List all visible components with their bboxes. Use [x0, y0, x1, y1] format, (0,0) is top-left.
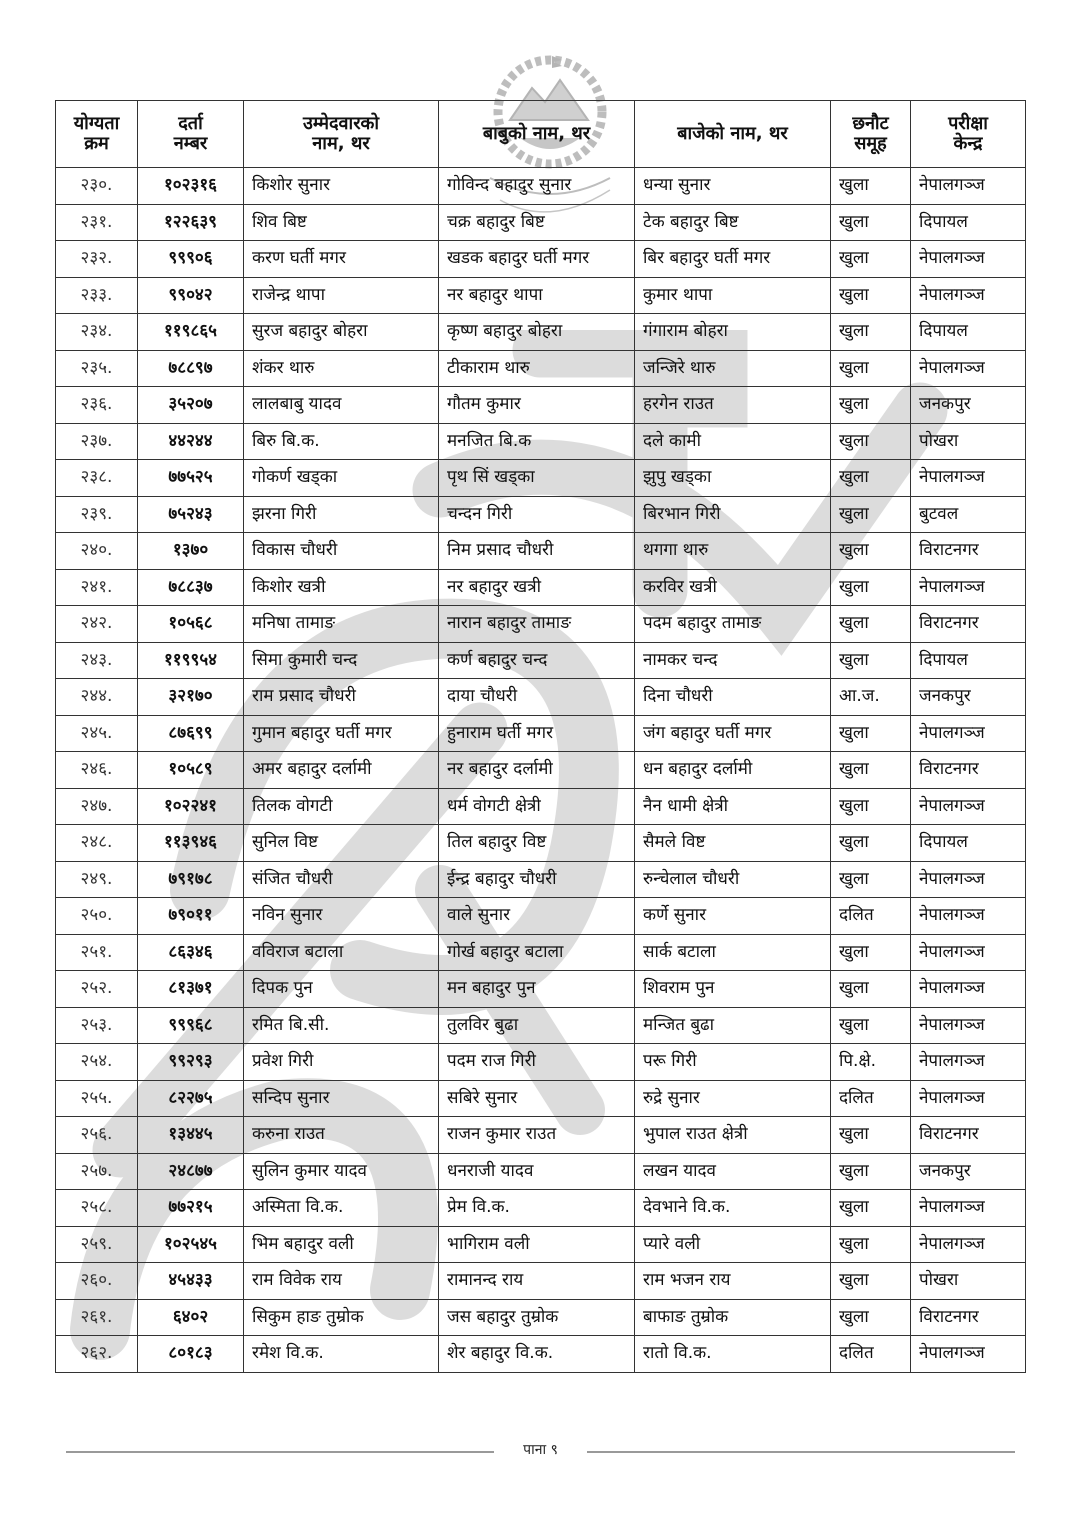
cell-registration-number: ८१३७१	[138, 971, 244, 1008]
cell-grandfather-name: दिना चौधरी	[635, 679, 831, 716]
cell-exam-center: विराटनगर	[911, 1117, 1026, 1154]
cell-grandfather-name: रुन्चेलाल चौधरी	[635, 861, 831, 898]
cell-registration-number: ८०१८३	[138, 1336, 244, 1373]
cell-father-name: नारान बहादुर तामाङ	[439, 606, 635, 643]
cell-exam-center: नेपालगञ्ज	[911, 241, 1026, 278]
cell-rank: २५७.	[56, 1153, 138, 1190]
cell-candidate-name: करुना राउत	[244, 1117, 439, 1154]
cell-candidate-name: शिव बिष्ट	[244, 204, 439, 241]
cell-rank: २६०.	[56, 1263, 138, 1300]
table-row	[56, 277, 1026, 314]
cell-father-name: तुलविर बुढा	[439, 1007, 635, 1044]
cell-father-name: ईन्द्र बहादुर चौधरी	[439, 861, 635, 898]
cell-exam-center: नेपालगञ्ज	[911, 1080, 1026, 1117]
cell-father-name: नर बहादुर खत्री	[439, 569, 635, 606]
header-reg	[138, 101, 244, 168]
cell-selection-group: दलित	[831, 898, 911, 935]
cell-candidate-name: सिकुम हाङ तुम्रोक	[244, 1299, 439, 1336]
table-row	[56, 460, 1026, 497]
cell-grandfather-name: भुपाल राउत क्षेत्री	[635, 1117, 831, 1154]
cell-candidate-name: सुरज बहादुर बोहरा	[244, 314, 439, 351]
cell-candidate-name: नविन सुनार	[244, 898, 439, 935]
cell-grandfather-name: झुपु खड्का	[635, 460, 831, 497]
cell-exam-center: दिपायल	[911, 825, 1026, 862]
cell-rank: २३४.	[56, 314, 138, 351]
cell-grandfather-name: टेक बहादुर बिष्ट	[635, 204, 831, 241]
cell-grandfather-name: जंग बहादुर घर्ती मगर	[635, 715, 831, 752]
cell-rank: २६२.	[56, 1336, 138, 1373]
cell-registration-number: १२२६३९	[138, 204, 244, 241]
cell-candidate-name: तिलक वोगटी	[244, 788, 439, 825]
cell-exam-center: नेपालगञ्ज	[911, 1044, 1026, 1081]
cell-exam-center: नेपालगञ्ज	[911, 168, 1026, 205]
cell-exam-center: जनकपुर	[911, 387, 1026, 424]
header-center-line2: केन्द्र	[953, 133, 983, 154]
cell-grandfather-name: शिवराम पुन	[635, 971, 831, 1008]
cell-rank: २४०.	[56, 533, 138, 570]
cell-registration-number: ४५४३३	[138, 1263, 244, 1300]
cell-father-name: कृष्ण बहादुर बोहरा	[439, 314, 635, 351]
header-name-line2: नाम, थर	[312, 133, 370, 154]
cell-rank: २४२.	[56, 606, 138, 643]
cell-candidate-name: राजेन्द्र थापा	[244, 277, 439, 314]
cell-selection-group: खुला	[831, 1299, 911, 1336]
cell-registration-number: ९९०४२	[138, 277, 244, 314]
table-row	[56, 1007, 1026, 1044]
table-row	[56, 934, 1026, 971]
cell-candidate-name: करण घर्ती मगर	[244, 241, 439, 278]
cell-candidate-name: राम विवेक राय	[244, 1263, 439, 1300]
cell-candidate-name: अमर बहादुर दर्लामी	[244, 752, 439, 789]
cell-selection-group: खुला	[831, 1153, 911, 1190]
header-group	[831, 101, 911, 168]
table-header-row	[56, 101, 1026, 168]
cell-selection-group: खुला	[831, 715, 911, 752]
cell-exam-center: विराटनगर	[911, 1299, 1026, 1336]
cell-candidate-name: लालबाबु यादव	[244, 387, 439, 424]
cell-registration-number: १३७०	[138, 533, 244, 570]
header-name	[244, 101, 439, 168]
cell-father-name: निम प्रसाद चौधरी	[439, 533, 635, 570]
cell-registration-number: १०५८९	[138, 752, 244, 789]
cell-father-name: जस बहादुर तुम्रोक	[439, 1299, 635, 1336]
cell-selection-group: खुला	[831, 788, 911, 825]
table-row	[56, 533, 1026, 570]
cell-grandfather-name: जन्जिरे थारु	[635, 350, 831, 387]
cell-grandfather-name: रुद्रे सुनार	[635, 1080, 831, 1117]
cell-registration-number: ९९९६८	[138, 1007, 244, 1044]
cell-selection-group: खुला	[831, 496, 911, 533]
table-row	[56, 314, 1026, 351]
cell-father-name: हुनाराम घर्ती मगर	[439, 715, 635, 752]
page-number: पाना ९	[523, 1442, 558, 1458]
table-row	[56, 1299, 1026, 1336]
cell-rank: २५३.	[56, 1007, 138, 1044]
header-name-line1: उम्मेदवारको	[302, 113, 380, 135]
cell-registration-number: ९९९०६	[138, 241, 244, 278]
cell-father-name: धनराजी यादव	[439, 1153, 635, 1190]
cell-candidate-name: राम प्रसाद चौधरी	[244, 679, 439, 716]
cell-candidate-name: सिमा कुमारी चन्द	[244, 642, 439, 679]
cell-father-name: कर्ण बहादुर चन्द	[439, 642, 635, 679]
cell-father-name: टीकाराम थारु	[439, 350, 635, 387]
cell-candidate-name: मनिषा तामाङ	[244, 606, 439, 643]
cell-candidate-name: दिपक पुन	[244, 971, 439, 1008]
cell-exam-center: नेपालगञ्ज	[911, 277, 1026, 314]
cell-candidate-name: शंकर थारु	[244, 350, 439, 387]
cell-grandfather-name: बाफाङ तुम्रोक	[635, 1299, 831, 1336]
cell-grandfather-name: धन्या सुनार	[635, 168, 831, 205]
cell-rank: २४९.	[56, 861, 138, 898]
table-row	[56, 168, 1026, 205]
cell-exam-center: विराटनगर	[911, 752, 1026, 789]
table-row	[56, 1117, 1026, 1154]
cell-selection-group: खुला	[831, 642, 911, 679]
cell-rank: २४७.	[56, 788, 138, 825]
cell-exam-center: नेपालगञ्ज	[911, 1226, 1026, 1263]
cell-grandfather-name: बिर बहादुर घर्ती मगर	[635, 241, 831, 278]
cell-exam-center: नेपालगञ्ज	[911, 460, 1026, 497]
cell-grandfather-name: मन्जित बुढा	[635, 1007, 831, 1044]
cell-father-name: गौतम कुमार	[439, 387, 635, 424]
cell-candidate-name: किशोर खत्री	[244, 569, 439, 606]
cell-selection-group: खुला	[831, 934, 911, 971]
cell-rank: २३९.	[56, 496, 138, 533]
cell-father-name: गोर्ख बहादुर बटाला	[439, 934, 635, 971]
results-table	[55, 100, 1026, 1373]
cell-registration-number: १०५६८	[138, 606, 244, 643]
table-row	[56, 569, 1026, 606]
cell-selection-group: खुला	[831, 460, 911, 497]
cell-registration-number: २४८७७	[138, 1153, 244, 1190]
cell-candidate-name: संजित चौधरी	[244, 861, 439, 898]
cell-exam-center: नेपालगञ्ज	[911, 1336, 1026, 1373]
cell-rank: २३१.	[56, 204, 138, 241]
cell-rank: २४१.	[56, 569, 138, 606]
cell-candidate-name: झरना गिरी	[244, 496, 439, 533]
cell-registration-number: ९९२९३	[138, 1044, 244, 1081]
table-row	[56, 971, 1026, 1008]
cell-grandfather-name: दले कामी	[635, 423, 831, 460]
cell-selection-group: खुला	[831, 423, 911, 460]
table-row	[56, 241, 1026, 278]
cell-registration-number: १०२२४१	[138, 788, 244, 825]
cell-rank: २५५.	[56, 1080, 138, 1117]
cell-candidate-name: अस्मिता वि.क.	[244, 1190, 439, 1227]
cell-rank: २५६.	[56, 1117, 138, 1154]
cell-candidate-name: किशोर सुनार	[244, 168, 439, 205]
cell-grandfather-name: नैन धामी क्षेत्री	[635, 788, 831, 825]
cell-exam-center: नेपालगञ्ज	[911, 934, 1026, 971]
table-row	[56, 642, 1026, 679]
cell-grandfather-name: परू गिरी	[635, 1044, 831, 1081]
cell-rank: २४३.	[56, 642, 138, 679]
cell-rank: २४४.	[56, 679, 138, 716]
cell-grandfather-name: रातो वि.क.	[635, 1336, 831, 1373]
cell-exam-center: नेपालगञ्ज	[911, 971, 1026, 1008]
table-row	[56, 861, 1026, 898]
cell-exam-center: विराटनगर	[911, 606, 1026, 643]
cell-registration-number: ७९०११	[138, 898, 244, 935]
cell-grandfather-name: हरगेन राउत	[635, 387, 831, 424]
cell-exam-center: दिपायल	[911, 204, 1026, 241]
cell-candidate-name: गुमान बहादुर घर्ती मगर	[244, 715, 439, 752]
cell-candidate-name: रमेश वि.क.	[244, 1336, 439, 1373]
cell-father-name: शेर बहादुर वि.क.	[439, 1336, 635, 1373]
cell-rank: २३०.	[56, 168, 138, 205]
cell-exam-center: नेपालगञ्ज	[911, 715, 1026, 752]
cell-rank: २४५.	[56, 715, 138, 752]
cell-grandfather-name: लखन यादव	[635, 1153, 831, 1190]
cell-exam-center: जनकपुर	[911, 679, 1026, 716]
cell-grandfather-name: धन बहादुर दर्लामी	[635, 752, 831, 789]
cell-selection-group: खुला	[831, 1190, 911, 1227]
cell-selection-group: खुला	[831, 752, 911, 789]
table-row	[56, 423, 1026, 460]
table-row	[56, 1226, 1026, 1263]
header-rank-line2: क्रम	[84, 133, 109, 154]
header-group-line1: छनौट	[852, 113, 889, 135]
cell-registration-number: ८६३४६	[138, 934, 244, 971]
cell-father-name: दाया चौधरी	[439, 679, 635, 716]
header-grandfather: बाजेको नाम, थर	[635, 101, 831, 168]
cell-rank: २५०.	[56, 898, 138, 935]
cell-exam-center: नेपालगञ्ज	[911, 569, 1026, 606]
cell-exam-center: नेपालगञ्ज	[911, 788, 1026, 825]
header-reg-line1: दर्ता	[178, 113, 203, 135]
cell-father-name: मनजित बि.क	[439, 423, 635, 460]
cell-grandfather-name: बिरभान गिरी	[635, 496, 831, 533]
cell-registration-number: ११९९५४	[138, 642, 244, 679]
table-row	[56, 204, 1026, 241]
cell-candidate-name: सन्दिप सुनार	[244, 1080, 439, 1117]
cell-registration-number: ३२१७०	[138, 679, 244, 716]
table-row	[56, 350, 1026, 387]
cell-registration-number: ७५२४३	[138, 496, 244, 533]
cell-registration-number: ४४२४४	[138, 423, 244, 460]
cell-selection-group: दलित	[831, 1336, 911, 1373]
cell-grandfather-name: देवभाने वि.क.	[635, 1190, 831, 1227]
cell-father-name: भागिराम वली	[439, 1226, 635, 1263]
header-center	[911, 101, 1026, 168]
table-row	[56, 752, 1026, 789]
table-row	[56, 387, 1026, 424]
table-row	[56, 1153, 1026, 1190]
cell-rank: २३२.	[56, 241, 138, 278]
cell-grandfather-name: कर्णे सुनार	[635, 898, 831, 935]
cell-selection-group: खुला	[831, 277, 911, 314]
table-row	[56, 715, 1026, 752]
cell-father-name: पृथ सिं खड्का	[439, 460, 635, 497]
cell-selection-group: खुला	[831, 350, 911, 387]
footer-divider-left	[66, 1451, 494, 1453]
cell-father-name: नर बहादुर थापा	[439, 277, 635, 314]
cell-father-name: वाले सुनार	[439, 898, 635, 935]
cell-selection-group: खुला	[831, 861, 911, 898]
cell-selection-group: खुला	[831, 168, 911, 205]
cell-rank: २५२.	[56, 971, 138, 1008]
cell-registration-number: ७७२१५	[138, 1190, 244, 1227]
cell-exam-center: नेपालगञ्ज	[911, 1190, 1026, 1227]
header-center-line1: परीक्षा	[948, 113, 988, 135]
cell-selection-group: खुला	[831, 1226, 911, 1263]
cell-selection-group: खुला	[831, 387, 911, 424]
cell-exam-center: नेपालगञ्ज	[911, 1007, 1026, 1044]
cell-father-name: चन्दन गिरी	[439, 496, 635, 533]
cell-candidate-name: भिम बहादुर वली	[244, 1226, 439, 1263]
cell-rank: २४६.	[56, 752, 138, 789]
cell-selection-group: खुला	[831, 569, 911, 606]
cell-candidate-name: प्रवेश गिरी	[244, 1044, 439, 1081]
cell-grandfather-name: पदम बहादुर तामाङ	[635, 606, 831, 643]
cell-registration-number: ८७६९९	[138, 715, 244, 752]
header-father: बाबुको नाम, थर	[439, 101, 635, 168]
table-row	[56, 1336, 1026, 1373]
table-row	[56, 606, 1026, 643]
cell-rank: २३३.	[56, 277, 138, 314]
cell-exam-center: बुटवल	[911, 496, 1026, 533]
cell-candidate-name: सुनिल विष्ट	[244, 825, 439, 862]
cell-rank: २५८.	[56, 1190, 138, 1227]
cell-father-name: प्रेम वि.क.	[439, 1190, 635, 1227]
cell-exam-center: नेपालगञ्ज	[911, 350, 1026, 387]
cell-selection-group: खुला	[831, 533, 911, 570]
cell-rank: २५९.	[56, 1226, 138, 1263]
cell-registration-number: ७७५२५	[138, 460, 244, 497]
cell-father-name: पदम राज गिरी	[439, 1044, 635, 1081]
cell-registration-number: ६४०२	[138, 1299, 244, 1336]
cell-exam-center: विराटनगर	[911, 533, 1026, 570]
cell-father-name: धर्म वोगटी क्षेत्री	[439, 788, 635, 825]
cell-grandfather-name: सार्क बटाला	[635, 934, 831, 971]
cell-father-name: राजन कुमार राउत	[439, 1117, 635, 1154]
cell-candidate-name: सुलिन कुमार यादव	[244, 1153, 439, 1190]
header-rank-line1: योग्यता	[73, 113, 120, 135]
cell-registration-number: ७८८३७	[138, 569, 244, 606]
cell-grandfather-name: राम भजन राय	[635, 1263, 831, 1300]
cell-exam-center: पोखरा	[911, 423, 1026, 460]
cell-registration-number: ३५२०७	[138, 387, 244, 424]
cell-selection-group: खुला	[831, 971, 911, 1008]
table-row	[56, 1190, 1026, 1227]
cell-grandfather-name: गंगाराम बोहरा	[635, 314, 831, 351]
table-row	[56, 1080, 1026, 1117]
cell-exam-center: नेपालगञ्ज	[911, 861, 1026, 898]
cell-candidate-name: रमित बि.सी.	[244, 1007, 439, 1044]
cell-grandfather-name: सैमले विष्ट	[635, 825, 831, 862]
cell-father-name: रामानन्द राय	[439, 1263, 635, 1300]
footer-divider-right	[587, 1451, 1015, 1453]
cell-candidate-name: वविराज बटाला	[244, 934, 439, 971]
cell-rank: २५१.	[56, 934, 138, 971]
table-row	[56, 825, 1026, 862]
cell-selection-group: खुला	[831, 241, 911, 278]
cell-rank: २३८.	[56, 460, 138, 497]
table-row	[56, 1044, 1026, 1081]
table-row	[56, 898, 1026, 935]
cell-registration-number: ११३९४६	[138, 825, 244, 862]
cell-registration-number: ८२२७५	[138, 1080, 244, 1117]
cell-father-name: चक्र बहादुर बिष्ट	[439, 204, 635, 241]
cell-registration-number: १३४४५	[138, 1117, 244, 1154]
table-row	[56, 788, 1026, 825]
cell-grandfather-name: कुमार थापा	[635, 277, 831, 314]
cell-father-name: मन बहादुर पुन	[439, 971, 635, 1008]
cell-exam-center: नेपालगञ्ज	[911, 898, 1026, 935]
cell-registration-number: ७९१७८	[138, 861, 244, 898]
cell-exam-center: जनकपुर	[911, 1153, 1026, 1190]
cell-registration-number: ७८८९७	[138, 350, 244, 387]
cell-registration-number: १०२५४५	[138, 1226, 244, 1263]
cell-rank: २३७.	[56, 423, 138, 460]
cell-grandfather-name: करविर खत्री	[635, 569, 831, 606]
cell-registration-number: १०२३१६	[138, 168, 244, 205]
table-row	[56, 1263, 1026, 1300]
cell-exam-center: दिपायल	[911, 314, 1026, 351]
cell-grandfather-name: प्यारे वली	[635, 1226, 831, 1263]
cell-father-name: गोविन्द बहादुर सुनार	[439, 168, 635, 205]
cell-grandfather-name: नामकर चन्द	[635, 642, 831, 679]
header-rank	[56, 101, 138, 168]
table-row	[56, 679, 1026, 716]
cell-father-name: सबिरे सुनार	[439, 1080, 635, 1117]
cell-rank: २३५.	[56, 350, 138, 387]
cell-selection-group: खुला	[831, 825, 911, 862]
cell-selection-group: खुला	[831, 1117, 911, 1154]
cell-father-name: तिल बहादुर विष्ट	[439, 825, 635, 862]
cell-father-name: खडक बहादुर घर्ती मगर	[439, 241, 635, 278]
cell-rank: २६१.	[56, 1299, 138, 1336]
cell-candidate-name: विकास चौधरी	[244, 533, 439, 570]
cell-father-name: नर बहादुर दर्लामी	[439, 752, 635, 789]
cell-grandfather-name: थगगा थारु	[635, 533, 831, 570]
cell-selection-group: खुला	[831, 204, 911, 241]
cell-rank: २३६.	[56, 387, 138, 424]
cell-candidate-name: गोकर्ण खड्का	[244, 460, 439, 497]
header-group-line2: समूह	[854, 133, 887, 154]
header-reg-line2: नम्बर	[173, 133, 208, 154]
cell-selection-group: खुला	[831, 606, 911, 643]
cell-registration-number: ११९८६५	[138, 314, 244, 351]
cell-selection-group: खुला	[831, 1007, 911, 1044]
cell-selection-group: पि.क्षे.	[831, 1044, 911, 1081]
cell-exam-center: दिपायल	[911, 642, 1026, 679]
cell-exam-center: पोखरा	[911, 1263, 1026, 1300]
cell-selection-group: खुला	[831, 314, 911, 351]
cell-candidate-name: बिरु बि.क.	[244, 423, 439, 460]
cell-selection-group: आ.ज.	[831, 679, 911, 716]
cell-selection-group: दलित	[831, 1080, 911, 1117]
cell-rank: २५४.	[56, 1044, 138, 1081]
cell-selection-group: खुला	[831, 1263, 911, 1300]
cell-rank: २४८.	[56, 825, 138, 862]
table-row	[56, 496, 1026, 533]
